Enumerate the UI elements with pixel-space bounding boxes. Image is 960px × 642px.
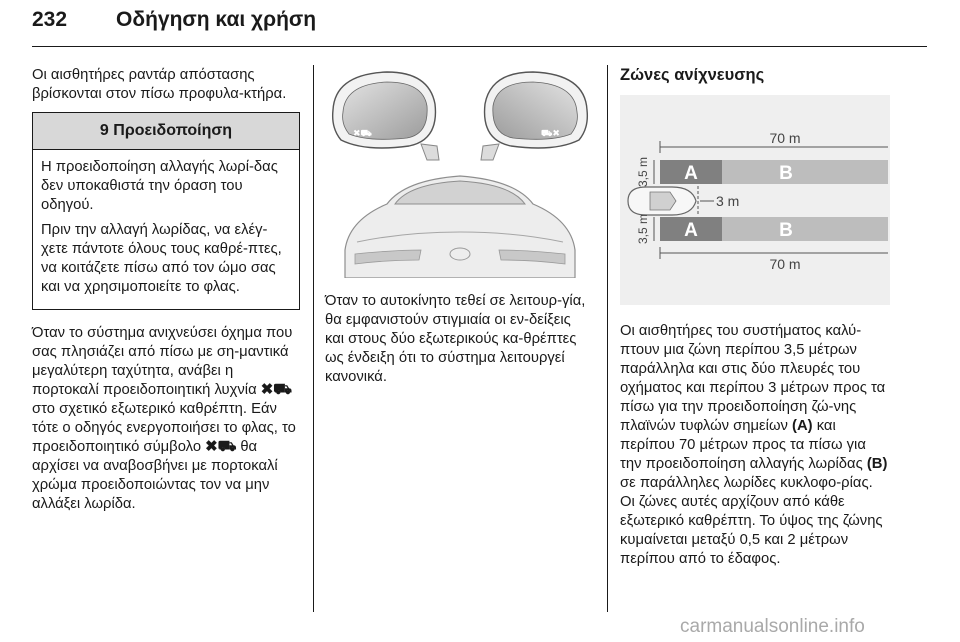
mirror-caption: Όταν το αυτοκίνητο τεθεί σε λειτουρ-γία, θα εμφανιστούν στιγμιαία οι εν-δείξεις και στους δύο εξωτερικούς κα-θρέπτες ως ένδειξη ότι το σύστημα λειτουργεί κανονικά. <box>325 293 586 385</box>
column-divider-left <box>313 65 314 612</box>
body-text-b: στο σχετικό εξωτερικό καθρέπτη. Εάν τότε ο οδηγός ενεργοποιήσει το φλας, το προειδοποιητικό σύμβολο <box>32 401 296 455</box>
side-blind-spot-icon: ✖⛟ <box>260 382 292 398</box>
car-top-view <box>628 187 696 215</box>
column-divider-right <box>607 65 608 612</box>
body-paragraph <box>32 324 300 514</box>
warning-body <box>33 150 299 309</box>
zone-a-reference: (A) <box>792 418 813 434</box>
width-bottom-label: 3,5 m <box>636 213 650 245</box>
column-2 <box>325 292 593 387</box>
svg-text:⛟✖: ⛟✖ <box>541 129 560 139</box>
warning-header <box>33 113 299 150</box>
body-text-c: θα αρχίσει να αναβοσβήνει με πορτοκαλί χρώμα προειδοποιώντας τον να μην αλλάξει λωρίδα. <box>32 439 278 512</box>
zone-b-top <box>722 160 888 184</box>
zone-a-bottom-label: A <box>684 220 698 241</box>
zone-b-bottom-label: B <box>779 220 793 241</box>
zone-b-bottom <box>722 217 888 241</box>
column-3-body <box>620 322 890 569</box>
width-top-label: 3,5 m <box>636 156 650 188</box>
length-top-label: 70 m <box>769 130 801 146</box>
warning-title: Προειδοποίηση <box>113 122 233 139</box>
zone-a-top-label: A <box>684 163 698 184</box>
zones-text-3: σε παράλληλες λωρίδες κυκλοφο-ρίας. Οι ζώνες αυτές αρχίζουν από κάθε εξωτερικό καθρέπτη. Το ύψος της ζώνης κυμαίνεται μεταξύ 0,5 και 2 μέτρων περίπου από το έδαφος. <box>620 475 883 567</box>
section-title: Ζώνες ανίχνευσης <box>620 66 765 84</box>
warning-triangle-icon: 9 <box>99 122 109 139</box>
watermark: carmanualsonline.info <box>680 616 865 637</box>
column-3 <box>620 66 890 85</box>
page-heading: Οδήγηση και χρήση <box>116 8 317 31</box>
warning-paragraph-1: Η προειδοποίηση αλλαγής λωρί-δας δεν υποκαθιστά την όραση του οδηγού. <box>41 159 278 213</box>
mirror-illustration <box>325 64 595 278</box>
warning-paragraph-2: Πριν την αλλαγή λωρίδας, να ελέγ-χετε πάντοτε όλους τους καθρέ-πτες, να κοιτάζετε πίσω από τον ώμο σας και να χρησιμοποιείτε το φλας. <box>41 222 282 295</box>
svg-text:✖⛟: ✖⛟ <box>353 129 372 139</box>
zones-text-2: και περίπου 70 μέτρων προς τα πίσω για την προειδοποίηση αλλαγής λωρίδας <box>620 418 866 472</box>
intro-paragraph: Οι αισθητήρες ραντάρ απόστασης βρίσκονται στον πίσω προφυλα-κτήρα. <box>32 67 287 102</box>
zone-b-reference: (B) <box>866 456 888 472</box>
side-gap-label: 3 m <box>716 193 740 209</box>
page-number: 232 <box>32 8 68 31</box>
zones-text-1: Οι αισθητήρες του συστήματος καλύ-πτουν μια ζώνη περίπου 3,5 μέτρων παράλληλα και στις δύο πλευρές του οχήματος και περίπου 3 μέτρων προς τα πίσω για την προειδοποίηση ζώ-νης πλαϊνών τυφλών σημείων <box>620 323 886 434</box>
length-bottom-label: 70 m <box>769 256 801 272</box>
zone-b-top-label: B <box>779 163 793 184</box>
warning-box <box>32 112 300 310</box>
detection-zones-diagram <box>620 95 890 305</box>
body-text-a: Όταν το σύστημα ανιχνεύσει όχημα που σας πλησιάζει από πίσω με ση-μαντικά μεγαλύτερη ταχύτητα, ανάβει η πορτοκαλί προειδοποιητική λυχνία <box>32 325 293 398</box>
header-rule <box>32 46 927 47</box>
side-blind-spot-icon-2: ✖⛟ <box>205 439 237 455</box>
zones-paragraph <box>620 322 890 569</box>
column-1 <box>32 66 300 514</box>
